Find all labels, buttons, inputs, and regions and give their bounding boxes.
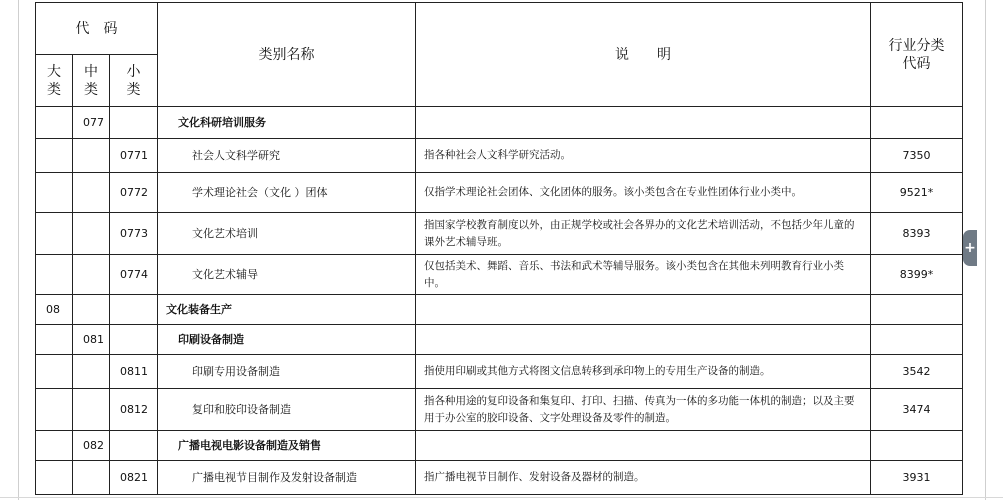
small-class-code: 0811 [110,355,158,389]
small-class-code [110,107,158,139]
mid-class-code: 082 [73,431,110,461]
classification-table [35,2,963,495]
big-class-code: 08 [36,295,73,325]
table-row [36,461,963,495]
description: 指广播电视节目制作、发射设备及器材的制造。 [416,461,871,495]
table-row [36,213,963,255]
category-name: 广播电视电影设备制造及销售 [158,431,416,461]
small-class-code: 0812 [110,389,158,431]
category-name: 文化装备生产 [158,295,416,325]
table-row [36,431,963,461]
mid-class-code: 081 [73,325,110,355]
industry-code: 8399* [871,255,963,295]
description [416,107,871,139]
mid-class-code [73,355,110,389]
page-edge-right [985,0,986,500]
small-class-code: 0774 [110,255,158,295]
category-name: 印刷设备制造 [158,325,416,355]
header-code-group: 代 码 [36,3,158,55]
description [416,295,871,325]
big-class-code [36,107,73,139]
description: 指国家学校教育制度以外，由正规学校或社会各界办的文化艺术培训活动，不包括少年儿童的课外艺术辅导班。 [416,213,871,255]
mid-class-code [73,295,110,325]
industry-code: 3474 [871,389,963,431]
table-body [36,107,963,495]
mid-class-code [73,213,110,255]
industry-code [871,295,963,325]
table-row [36,107,963,139]
header-category-name: 类别名称 [158,3,416,107]
small-class-code: 0773 [110,213,158,255]
header-description: 说 明 [416,3,871,107]
mid-class-code [73,461,110,495]
category-name: 复印和胶印设备制造 [158,389,416,431]
category-name: 文化艺术辅导 [158,255,416,295]
mid-class-code [73,139,110,173]
industry-code [871,431,963,461]
table-row [36,389,963,431]
category-name: 文化科研培训服务 [158,107,416,139]
big-class-code [36,255,73,295]
industry-code [871,325,963,355]
industry-code: 3931 [871,461,963,495]
big-class-code [36,325,73,355]
description: 指各种社会人文科学研究活动。 [416,139,871,173]
big-class-code [36,139,73,173]
table-row [36,355,963,389]
category-name: 学术理论社会（文化 ）团体 [158,173,416,213]
table-row [36,173,963,213]
small-class-code: 0772 [110,173,158,213]
big-class-code [36,173,73,213]
description: 指使用印刷或其他方式将图文信息转移到承印物上的专用生产设备的制造。 [416,355,871,389]
description: 仅指学术理论社会团体、文化团体的服务。该小类包含在专业性团体行业小类中。 [416,173,871,213]
table-row [36,139,963,173]
big-class-code [36,461,73,495]
description [416,431,871,461]
description [416,325,871,355]
mid-class-code [73,389,110,431]
table-row [36,295,963,325]
small-class-code: 0821 [110,461,158,495]
small-class-code [110,295,158,325]
category-name: 文化艺术培训 [158,213,416,255]
small-class-code [110,325,158,355]
category-name: 社会人文科学研究 [158,139,416,173]
small-class-code [110,431,158,461]
table-row [36,325,963,355]
side-expand-button[interactable]: + [963,230,977,266]
table-row [36,255,963,295]
category-name: 印刷专用设备制造 [158,355,416,389]
big-class-code [36,431,73,461]
mid-class-code: 077 [73,107,110,139]
industry-code: 3542 [871,355,963,389]
industry-code [871,107,963,139]
mid-class-code [73,255,110,295]
industry-code: 8393 [871,213,963,255]
header-mid-class: 中 类 [73,55,110,107]
industry-code: 7350 [871,139,963,173]
header-big-class: 大 类 [36,55,73,107]
page-edge-left [18,0,19,500]
description: 指各种用途的复印设备和集复印、打印、扫描、传真为一体的多功能一体机的制造；以及主要用于办公室的胶印设备、文字处理设备及零件的制造。 [416,389,871,431]
header-industry-code: 行业分类 代码 [871,3,963,107]
category-name: 广播电视节目制作及发射设备制造 [158,461,416,495]
page-edge-bottom [0,497,1003,498]
header-small-class: 小 类 [110,55,158,107]
big-class-code [36,355,73,389]
big-class-code [36,389,73,431]
small-class-code: 0771 [110,139,158,173]
big-class-code [36,213,73,255]
description: 仅包括美术、舞蹈、音乐、书法和武术等辅导服务。该小类包含在其他未列明教育行业小类中。 [416,255,871,295]
mid-class-code [73,173,110,213]
industry-code: 9521* [871,173,963,213]
